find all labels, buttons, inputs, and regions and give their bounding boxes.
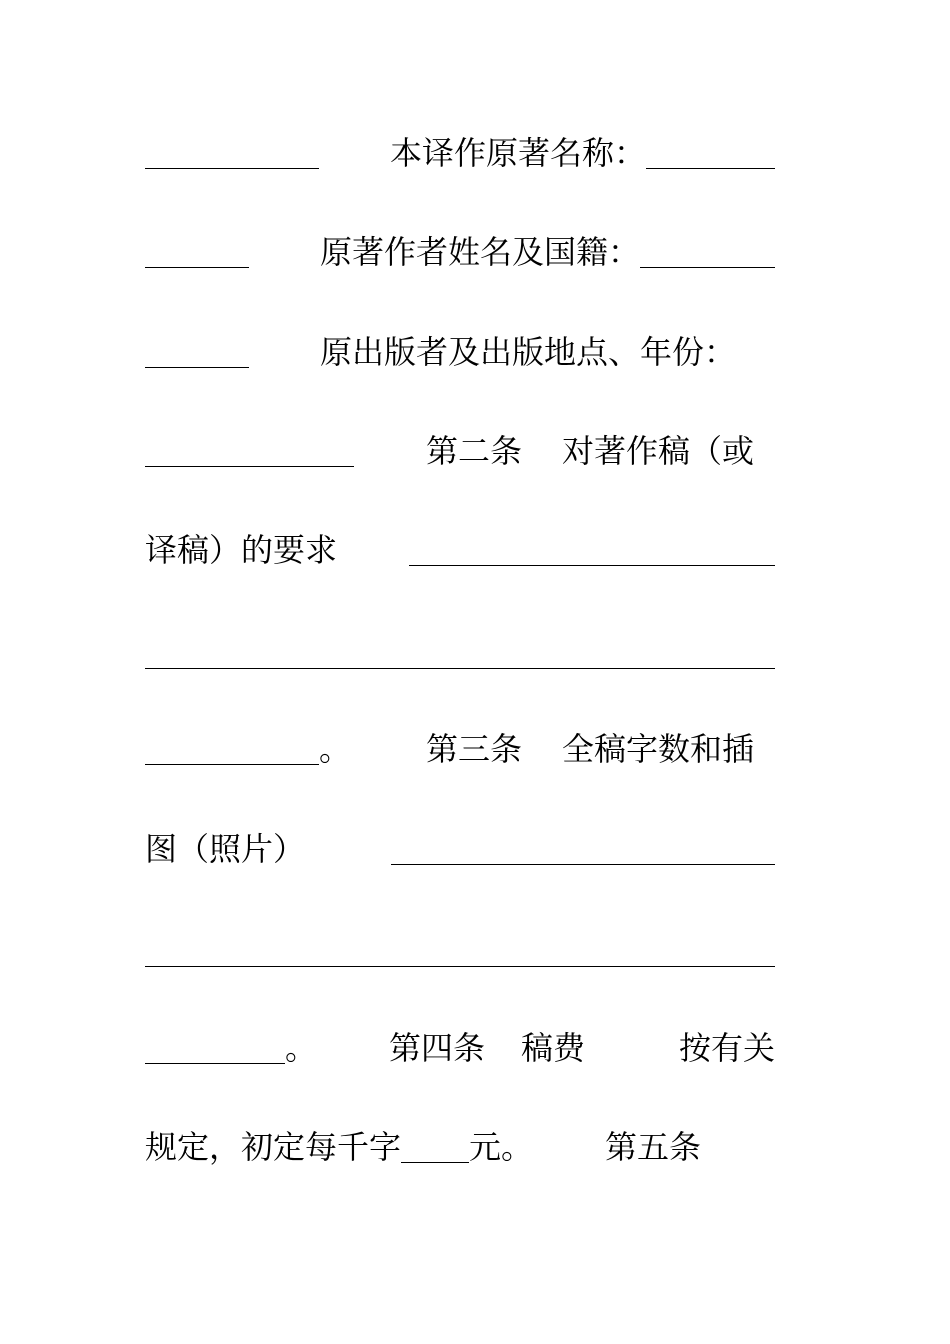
article-heading-5: 第五条 — [605, 1128, 702, 1166]
fill-blank-word-count-3[interactable] — [145, 1033, 285, 1064]
document-line-11 — [145, 1127, 775, 1167]
article-heading-3: 第三条 — [426, 730, 523, 768]
fill-blank[interactable] — [145, 138, 319, 169]
document-line-7 — [145, 729, 775, 769]
document-line-1 — [145, 133, 775, 173]
fill-blank-rate-per-thousand[interactable] — [401, 1132, 469, 1163]
article-title-2-cont: 译稿）的要求 — [145, 531, 338, 569]
document-line-2 — [145, 232, 775, 272]
article-title-4: 稿费 — [521, 1029, 586, 1067]
field-label-original-publisher: 原出版者及出版地点、年份： — [320, 333, 737, 371]
fill-blank-original-title[interactable] — [646, 138, 775, 169]
fill-blank-original-author[interactable] — [640, 237, 775, 268]
document-line-9 — [145, 931, 775, 971]
article-title-2: 对著作稿（或 — [562, 432, 755, 470]
fill-blank-word-count[interactable] — [391, 834, 775, 865]
fill-blank[interactable] — [145, 237, 249, 268]
document-line-6 — [145, 633, 775, 673]
document-line-5 — [145, 530, 775, 570]
document-line-4 — [145, 431, 775, 471]
article-title-3: 全稿字数和插 — [562, 730, 755, 768]
article-heading-4: 第四条 — [389, 1029, 486, 1067]
fill-blank-manuscript-requirements-2[interactable] — [145, 638, 775, 669]
article-4-text: 按有关 — [678, 1029, 775, 1067]
article-4-text-cont: 规定，初定每千字 — [145, 1128, 402, 1166]
fill-blank-original-publisher[interactable] — [145, 436, 354, 467]
document-line-3 — [145, 332, 775, 372]
fill-blank[interactable] — [145, 337, 249, 368]
fill-blank-manuscript-requirements-3[interactable] — [145, 734, 319, 765]
document-line-8 — [145, 829, 775, 869]
document-line-10 — [145, 1028, 775, 1068]
currency-unit: 元。 — [469, 1128, 534, 1166]
article-heading-2: 第二条 — [426, 432, 523, 470]
fill-blank-manuscript-requirements[interactable] — [409, 535, 775, 566]
article-title-3-cont: 图（照片） — [145, 830, 306, 868]
period: 。 — [285, 1029, 318, 1067]
fill-blank-word-count-2[interactable] — [145, 936, 775, 967]
field-label-original-author: 原著作者姓名及国籍： — [320, 233, 641, 271]
field-label-original-title: 本译作原著名称： — [390, 134, 647, 172]
period: 。 — [319, 730, 352, 768]
